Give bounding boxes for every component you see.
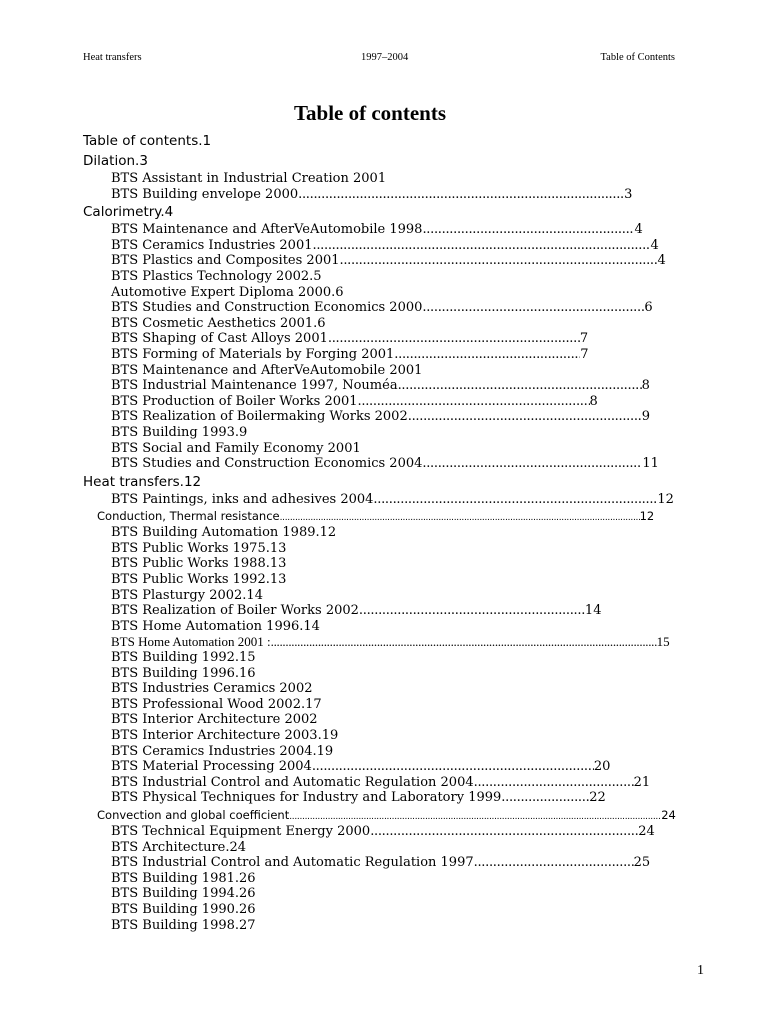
toc-entry-title: BTS Maintenance and AfterVeAutomobile 2001 xyxy=(111,362,423,378)
toc-entry[interactable] xyxy=(83,347,733,363)
toc-entry-title: BTS Home Automation 2001 : xyxy=(111,634,271,650)
toc-entry[interactable] xyxy=(83,525,733,541)
toc-entry-title: BTS Industrial Maintenance 1997, Nouméa xyxy=(111,378,398,394)
toc-entry-title: BTS Interior Architecture 2003. xyxy=(111,728,322,743)
toc-dot-leader xyxy=(370,824,638,840)
toc-entry-title: Calorimetry. xyxy=(83,204,165,221)
toc-entry-title: Heat transfers. xyxy=(83,473,184,490)
toc-dot-leader xyxy=(340,253,658,269)
toc-entry[interactable] xyxy=(83,394,733,410)
toc-entry-page: 13 xyxy=(269,540,287,556)
toc-entry[interactable] xyxy=(83,472,733,492)
toc-entry-page: 7 xyxy=(579,331,589,347)
toc-entry[interactable] xyxy=(83,855,733,871)
toc-entry-page: 4 xyxy=(650,237,659,253)
toc-entry-page: 8 xyxy=(641,378,650,394)
toc-dot-leader xyxy=(289,806,661,824)
toc-entry[interactable] xyxy=(83,619,733,635)
toc-entry-page: 14 xyxy=(303,618,320,634)
toc-entry-title: BTS Home Automation 1996. xyxy=(111,618,304,634)
toc-entry[interactable] xyxy=(83,588,733,604)
toc-entry-title: BTS Building 1981. xyxy=(111,870,240,886)
toc-entry-page: 4 xyxy=(657,253,666,269)
toc-entry[interactable] xyxy=(83,918,733,934)
toc-dot-leader xyxy=(373,492,657,508)
toc-entry-page: 12 xyxy=(657,491,674,507)
toc-entry[interactable] xyxy=(83,269,733,285)
toc-entry[interactable] xyxy=(83,425,733,441)
toc-entry-title: BTS Interior Architecture 2002 xyxy=(111,712,318,728)
toc-entry-title: BTS Building 1992. xyxy=(111,650,240,666)
toc-dot-leader xyxy=(474,775,634,791)
toc-entry[interactable] xyxy=(83,840,733,856)
toc-entry[interactable] xyxy=(83,238,733,254)
toc-entry-page: 4 xyxy=(634,222,643,238)
toc-entry-page: 12 xyxy=(639,509,655,524)
toc-entry-page: 26 xyxy=(239,901,256,917)
toc-entry-page: 3 xyxy=(624,186,633,202)
toc-entry[interactable] xyxy=(83,572,733,588)
toc-entry-page: 15 xyxy=(656,634,670,650)
header-right: Table of Contents xyxy=(600,52,675,63)
toc-entry-page: 11 xyxy=(642,456,659,472)
toc-entry[interactable] xyxy=(83,456,733,472)
toc-entry[interactable] xyxy=(83,492,733,508)
toc-entry-title: BTS Material Processing 2004 xyxy=(111,759,312,775)
toc-entry-title: BTS Architecture. xyxy=(111,839,230,855)
toc-entry[interactable] xyxy=(83,871,733,887)
toc-entry[interactable] xyxy=(83,775,733,791)
toc-entry-page: 17 xyxy=(305,696,322,712)
toc-entry-page: 20 xyxy=(593,759,611,775)
toc-entry[interactable] xyxy=(83,697,733,713)
toc-entry-title: BTS Public Works 1988. xyxy=(111,556,270,572)
toc-entry[interactable] xyxy=(83,712,733,728)
toc-entry[interactable] xyxy=(83,806,733,824)
toc-entry-page: 12 xyxy=(319,525,337,541)
toc-entry-page: 3 xyxy=(139,153,148,169)
toc-entry-page: 6 xyxy=(317,315,326,331)
toc-entry[interactable] xyxy=(83,171,733,187)
toc-dot-leader xyxy=(422,222,634,238)
toc-entry-title: BTS Industries Ceramics 2002 xyxy=(111,681,313,697)
toc-entry-page: 24 xyxy=(661,807,676,822)
toc-entry-title: BTS Plasturgy 2002. xyxy=(111,587,247,603)
toc-entry[interactable] xyxy=(83,507,733,525)
toc-entry-title: BTS Building 1998. xyxy=(111,917,240,933)
toc-entry-page: 26 xyxy=(239,886,256,902)
toc-dot-leader xyxy=(394,347,580,363)
toc-entry-page: 24 xyxy=(229,839,247,855)
toc-entry[interactable] xyxy=(83,744,733,760)
header-left: Heat transfers xyxy=(83,52,142,63)
toc-entry-page: 14 xyxy=(584,603,602,619)
toc-entry-page: 22 xyxy=(589,790,606,806)
toc-dot-leader xyxy=(359,603,585,619)
toc-entry[interactable] xyxy=(83,541,733,557)
toc-entry-title: Convection and global coefficient xyxy=(97,807,290,822)
toc-entry[interactable] xyxy=(83,409,733,425)
toc-entry-page: 27 xyxy=(239,917,256,933)
toc-entry-title: BTS Building 1996. xyxy=(111,665,240,681)
toc-dot-leader xyxy=(280,507,640,525)
toc-entry-title: BTS Maintenance and AfterVeAutomobile 1998 xyxy=(111,222,423,238)
toc-entry-page: 5 xyxy=(313,268,322,284)
toc-entry-title: BTS Ceramics Industries 2001 xyxy=(111,237,313,253)
toc-dot-leader xyxy=(312,759,594,775)
toc-dot-leader xyxy=(398,378,642,394)
toc-entry-page: 19 xyxy=(316,743,334,759)
toc-entry-title: BTS Production of Boiler Works 2001 xyxy=(111,393,358,409)
toc-dot-leader xyxy=(422,456,642,472)
toc-entry-page: 24 xyxy=(638,823,655,839)
table-of-contents xyxy=(83,131,733,933)
header-center: 1997–2004 xyxy=(361,52,409,63)
toc-entry-page: 9 xyxy=(641,409,651,425)
toc-entry-page: 15 xyxy=(239,650,256,666)
toc-entry[interactable] xyxy=(83,556,733,572)
toc-entry[interactable] xyxy=(83,131,733,151)
toc-entry-title: BTS Building Automation 1989. xyxy=(111,525,320,541)
toc-entry-title: BTS Public Works 1975. xyxy=(111,540,270,556)
toc-entry[interactable] xyxy=(83,363,733,379)
toc-entry-title: BTS Realization of Boilermaking Works 2002 xyxy=(111,409,408,425)
toc-dot-leader xyxy=(271,634,657,650)
toc-entry-title: BTS Professional Wood 2002. xyxy=(111,696,306,712)
toc-entry[interactable] xyxy=(83,316,733,332)
toc-entry[interactable] xyxy=(83,603,733,619)
toc-entry-title: BTS Shaping of Cast Alloys 2001 xyxy=(111,331,328,347)
toc-entry-page: 4 xyxy=(164,204,174,221)
toc-entry-page: 7 xyxy=(580,346,589,362)
toc-dot-leader xyxy=(408,409,642,425)
toc-dot-leader xyxy=(358,394,590,410)
toc-entry[interactable] xyxy=(83,300,733,316)
toc-entry[interactable] xyxy=(83,441,733,457)
toc-entry-title: BTS Industrial Control and Automatic Regulation 1997 xyxy=(111,855,474,871)
page-title: Table of contents xyxy=(293,101,447,125)
toc-dot-leader xyxy=(501,790,589,806)
toc-entry[interactable] xyxy=(83,202,733,222)
toc-entry-title: BTS Technical Equipment Energy 2000 xyxy=(111,823,371,839)
toc-entry[interactable] xyxy=(83,681,733,697)
toc-entry[interactable] xyxy=(83,728,733,744)
toc-entry[interactable] xyxy=(83,824,733,840)
toc-entry-title: BTS Plastics and Composites 2001 xyxy=(111,253,340,269)
toc-entry-title: BTS Assistant in Industrial Creation 2001 xyxy=(111,171,387,186)
toc-entry-page: 9 xyxy=(239,424,248,440)
toc-entry-page: 12 xyxy=(183,473,202,490)
toc-entry-title: Table of contents. xyxy=(83,133,203,149)
toc-entry[interactable] xyxy=(83,634,733,650)
toc-entry-title: BTS Building 1990. xyxy=(111,901,240,917)
toc-entry[interactable] xyxy=(83,187,733,203)
toc-entry[interactable] xyxy=(83,151,733,171)
toc-entry-title: BTS Realization of Boiler Works 2002 xyxy=(111,603,359,619)
toc-entry-title: BTS Paintings, inks and adhesives 2004 xyxy=(111,491,374,507)
toc-entry-title: BTS Cosmetic Aesthetics 2001. xyxy=(111,315,318,331)
toc-entry-title: BTS Building 1994. xyxy=(111,886,240,902)
toc-entry-page: 13 xyxy=(269,556,287,572)
toc-entry-page: 26 xyxy=(239,870,256,886)
toc-entry[interactable] xyxy=(83,902,733,918)
toc-dot-leader xyxy=(313,238,651,254)
toc-entry-title: BTS Studies and Construction Economics 2000 xyxy=(111,300,423,316)
toc-entry[interactable] xyxy=(83,886,733,902)
toc-entry-title: BTS Studies and Construction Economics 2004 xyxy=(111,456,423,472)
toc-entry-title: BTS Public Works 1992. xyxy=(111,572,270,588)
toc-dot-leader xyxy=(474,855,634,871)
toc-entry-title: Dilation. xyxy=(83,153,140,169)
toc-entry-title: BTS Social and Family Economy 2001 xyxy=(111,440,361,456)
toc-entry-page: 1 xyxy=(202,133,212,149)
toc-dot-leader xyxy=(422,300,644,316)
toc-entry[interactable] xyxy=(83,378,733,394)
page-header xyxy=(83,52,675,66)
toc-entry[interactable] xyxy=(83,790,733,806)
page-number: 1 xyxy=(697,963,704,978)
toc-entry[interactable] xyxy=(83,666,733,682)
toc-entry-title: BTS Plastics Technology 2002. xyxy=(111,268,314,284)
toc-entry[interactable] xyxy=(83,222,733,238)
toc-entry-page: 25 xyxy=(633,855,651,871)
toc-entry-title: BTS Forming of Materials by Forging 2001 xyxy=(111,346,395,362)
toc-entry[interactable] xyxy=(83,331,733,347)
toc-entry-title: BTS Ceramics Industries 2004. xyxy=(111,743,317,759)
toc-entry[interactable] xyxy=(83,253,733,269)
toc-entry-title: BTS Physical Techniques for Industry and Laboratory 1999 xyxy=(111,790,502,806)
toc-dot-leader xyxy=(328,331,580,347)
toc-entry[interactable] xyxy=(83,759,733,775)
toc-entry-page: 21 xyxy=(633,774,651,790)
toc-entry-page: 13 xyxy=(269,572,287,588)
toc-entry-page: 19 xyxy=(321,728,339,743)
toc-dot-leader xyxy=(298,187,624,203)
toc-entry-page: 6 xyxy=(335,284,344,300)
toc-entry-page: 16 xyxy=(239,665,256,681)
toc-entry-title: Conduction, Thermal resistance xyxy=(97,509,280,524)
toc-entry-page: 6 xyxy=(644,300,653,316)
toc-entry[interactable] xyxy=(83,650,733,666)
toc-entry[interactable] xyxy=(83,285,733,301)
toc-entry-title: BTS Industrial Control and Automatic Regulation 2004 xyxy=(111,774,474,790)
toc-entry-title: BTS Building envelope 2000 xyxy=(111,186,299,202)
toc-entry-title: BTS Building 1993. xyxy=(111,424,240,440)
toc-entry-title: Automotive Expert Diploma 2000. xyxy=(111,284,336,300)
toc-entry-page: 8 xyxy=(589,393,598,409)
toc-entry-page: 14 xyxy=(246,587,263,603)
